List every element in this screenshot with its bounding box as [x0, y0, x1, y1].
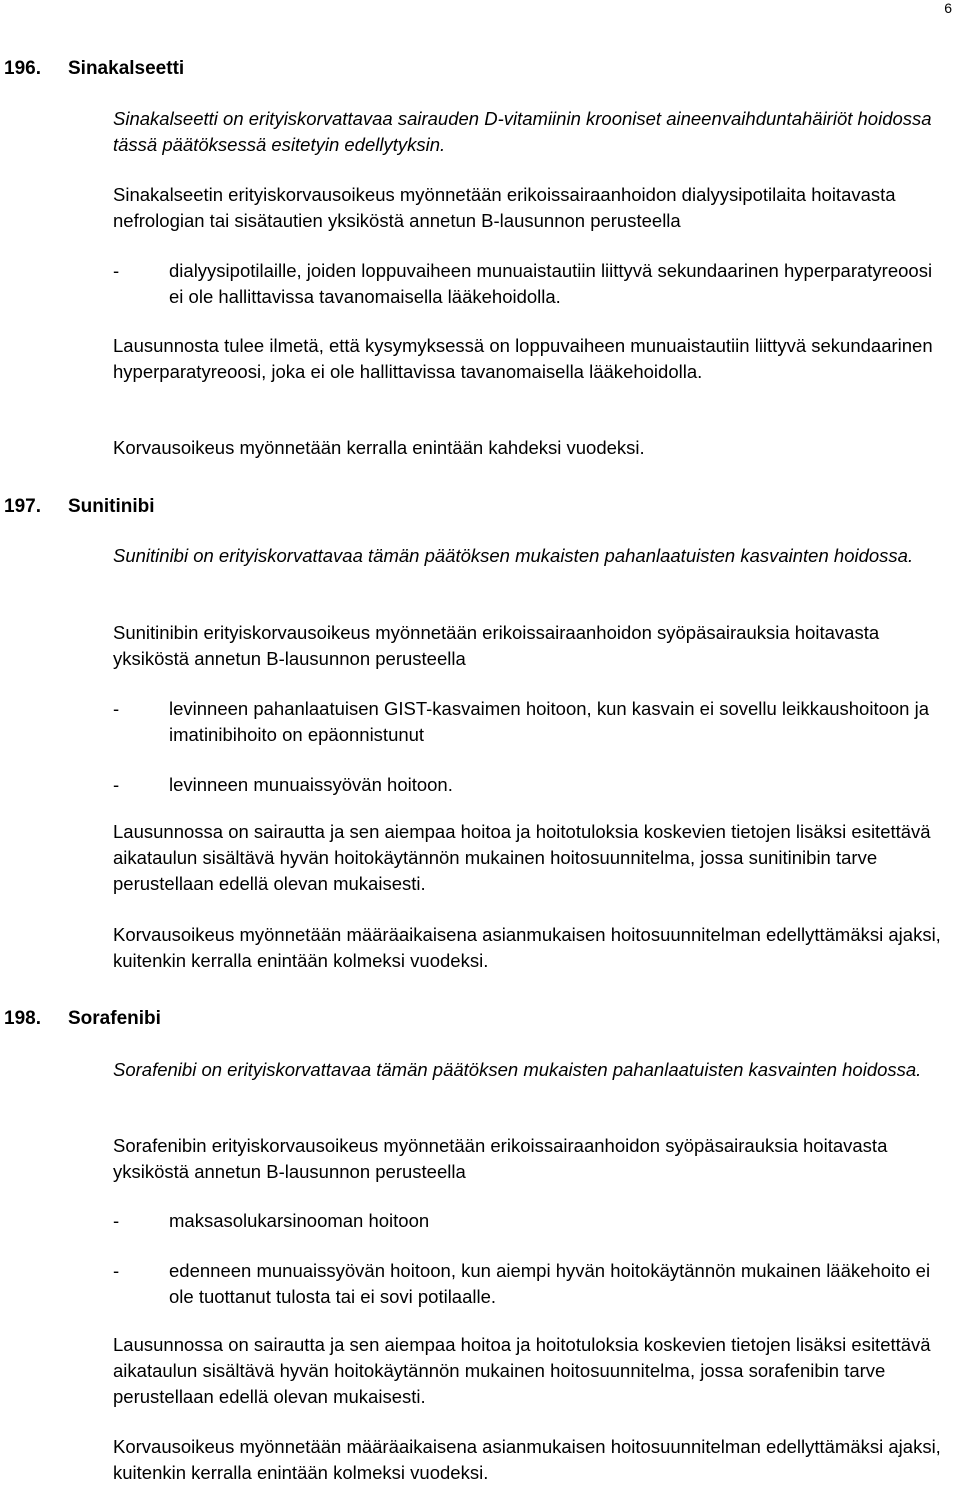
- section-number: 197.: [4, 496, 41, 517]
- section-basis: Sorafenibin erityiskorvausoikeus myönnetään erikoissairaanhoidon syöpäsairauksia hoitavasta yksiköstä annetun B-lausunnon perusteella: [113, 1135, 888, 1182]
- section-intro: Sorafenibi on erityiskorvattavaa tämän päätöksen mukaisten pahanlaatuisten kasvainten hoidossa.: [113, 1059, 922, 1080]
- section-duration: Korvausoikeus myönnetään kerralla enintään kahdeksi vuodeksi.: [113, 437, 645, 458]
- criteria-list: [113, 1208, 943, 1310]
- section-basis: Sunitinibin erityiskorvausoikeus myönnetään erikoissairaanhoidon syöpäsairauksia hoitavasta yksiköstä annetun B-lausunnon perusteella: [113, 622, 880, 669]
- list-item-text: levinneen munuaissyövän hoitoon.: [169, 774, 453, 795]
- section-heading-196: [4, 58, 184, 80]
- list-bullet: -: [113, 774, 120, 795]
- list-bullet: -: [113, 260, 120, 281]
- section-heading-197: [4, 496, 155, 518]
- section-duration: Korvausoikeus myönnetään määräaikaisena asianmukaisen hoitosuunnitelman edellyttämäksi ajaksi, kuitenkin kerralla enintään kolmeksi vuodeksi.: [113, 1436, 941, 1483]
- list-item-text: dialyysipotilaille, joiden loppuvaiheen munuaistautiin liittyvä sekundaarinen hyperparatyreoosi ei ole hallittavissa tavanomaisella lääkehoidolla.: [169, 260, 933, 307]
- list-item: [113, 1258, 943, 1310]
- list-bullet: -: [113, 1260, 120, 1281]
- list-item: [113, 1208, 943, 1234]
- section-intro: Sunitinibi on erityiskorvattavaa tämän päätöksen mukaisten pahanlaatuisten kasvainten hoidossa.: [113, 545, 914, 566]
- section-basis: Sinakalseetin erityiskorvausoikeus myönnetään erikoissairaanhoidon dialyysipotilaita hoitavasta nefrologian tai sisätautien yksiköstä annetun B-lausunnon perusteella: [113, 184, 896, 231]
- section-title: Sinakalseetti: [68, 58, 185, 79]
- section-statement: Lausunnossa on sairautta ja sen aiempaa hoitoa ja hoitotuloksia koskevien tietojen lisäksi esitettävä aikataulun sisältävä hyvän hoitokäytännön mukainen hoitosuunnitelma, jossa sorafenibin tarve perustellaan edellä olevan mukaisesti.: [113, 1334, 931, 1407]
- section-duration: Korvausoikeus myönnetään määräaikaisena asianmukaisen hoitosuunnitelman edellyttämäksi ajaksi, kuitenkin kerralla enintään kolmeksi vuodeksi.: [113, 924, 941, 971]
- list-bullet: -: [113, 698, 120, 719]
- section-statement: Lausunnosta tulee ilmetä, että kysymyksessä on loppuvaiheen munuaistautiin liittyvä sekundaarinen hyperparatyreoosi, joka ei ole hallittavissa tavanomaisella lääkehoidolla.: [113, 335, 933, 382]
- list-bullet: -: [113, 1210, 120, 1231]
- page-number: 6: [944, 0, 952, 16]
- criteria-list: [113, 258, 943, 310]
- section-statement: Lausunnossa on sairautta ja sen aiempaa hoitoa ja hoitotuloksia koskevien tietojen lisäksi esitettävä aikataulun sisältävä hyvän hoitokäytännön mukainen hoitosuunnitelma, jossa sunitinibin tarve perustellaan edellä olevan mukaisesti.: [113, 821, 931, 894]
- section-title: Sorafenibi: [68, 1008, 161, 1029]
- section-number: 196.: [4, 58, 41, 79]
- section-number: 198.: [4, 1008, 41, 1029]
- list-item: [113, 258, 943, 310]
- list-item: [113, 772, 943, 798]
- list-item-text: levinneen pahanlaatuisen GIST-kasvaimen hoitoon, kun kasvain ei sovellu leikkaushoitoon ja imatinibihoito on epäonnistunut: [169, 698, 929, 745]
- criteria-list: [113, 696, 943, 798]
- section-heading-198: [4, 1008, 161, 1030]
- list-item-text: maksasolukarsinooman hoitoon: [169, 1210, 430, 1231]
- section-intro: Sinakalseetti on erityiskorvattavaa sairauden D-vitamiinin krooniset aineenvaihduntahäiriöt hoidossa tässä päätöksessä esitetyin edellytyksin.: [113, 108, 932, 155]
- list-item: [113, 696, 943, 748]
- section-title: Sunitinibi: [68, 496, 155, 517]
- list-item-text: edenneen munuaissyövän hoitoon, kun aiempi hyvän hoitokäytännön mukainen lääkehoito ei ole tuottanut tulosta tai ei sovi potilaalle.: [169, 1260, 931, 1307]
